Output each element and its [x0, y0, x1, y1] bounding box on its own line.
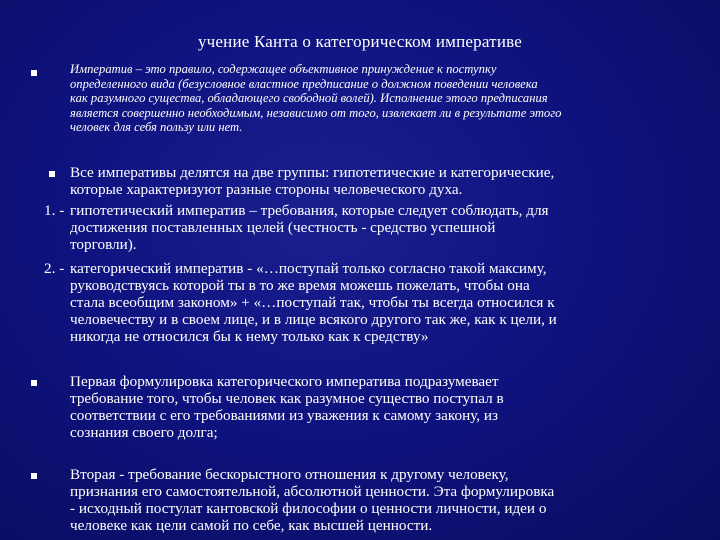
- text-line: - исходный постулат кантовской философии о ценности личности, идеи о: [70, 500, 547, 518]
- bullet-icon: [49, 171, 55, 177]
- text-line: соответствии с его требованиями из уважения к самому закону, из: [70, 407, 499, 425]
- list-item-text: [70, 260, 557, 345]
- text-line: никогда не относился бы к нему только как к средству»: [70, 328, 429, 346]
- text-line: является совершенно необходимым, независимо от того, извлекает ли в результате этого: [70, 105, 562, 120]
- bullet-icon: [31, 473, 37, 479]
- list-item-text: [70, 202, 549, 253]
- bullet-icon: [31, 380, 37, 386]
- text-line: категорический императив - «…поступай только согласно такой максиму,: [70, 260, 547, 277]
- text-line: как разумного существа, обладающего свободной волей). Исполнение этого предписания: [70, 91, 548, 106]
- text-line: стала всеобщим законом» + «…поступай так, чтобы ты всегда относился к: [70, 294, 555, 312]
- list-marker: 2. -: [44, 260, 65, 277]
- text-line: определенного вида (безусловное властное предписание о должном поведении человека: [70, 76, 538, 91]
- text-line: руководствуясь которой ты в то же время можешь пожелать, чтобы она: [70, 277, 530, 295]
- text-line: человек для себя пользу или нет.: [70, 120, 243, 135]
- text-line: гипотетический императив – требования, которые следует соблюдать, для: [70, 202, 549, 219]
- text-line: сознания своего долга;: [70, 424, 218, 442]
- text-line: человеке как цели самой по себе, как высшей ценности.: [70, 517, 433, 535]
- bullet-icon: [31, 70, 37, 76]
- text-line: торговли).: [70, 236, 137, 254]
- paragraph-text: [70, 164, 554, 198]
- paragraph-text: [70, 373, 504, 441]
- slide-title: учение Канта о категорическом императиве: [197, 32, 522, 51]
- paragraph-text: [70, 62, 561, 135]
- text-line: требование того, чтобы человек как разумное существо поступал в: [70, 390, 504, 408]
- text-line: человечеству и в своем лице, и в лице всякого другого так же, как к цели, и: [70, 311, 557, 329]
- text-line: достижения поставленных целей (честность - средство успешной: [70, 219, 496, 237]
- text-line: которые характеризуют разные стороны человеческого духа.: [70, 181, 463, 199]
- list-marker: 1. -: [44, 202, 65, 219]
- text-line: Первая формулировка категорического императива подразумевает: [70, 373, 499, 390]
- text-line: Вторая - требование бескорыстного отношения к другому человеку,: [70, 466, 509, 483]
- text-line: признания его самостоятельной, абсолютной ценности. Эта формулировка: [70, 483, 555, 501]
- text-line: Императив – это правило, содержащее объективное принуждение к поступку: [70, 62, 497, 76]
- paragraph-text: [70, 466, 554, 534]
- text-line: Все императивы делятся на две группы: гипотетические и категорические,: [70, 164, 555, 181]
